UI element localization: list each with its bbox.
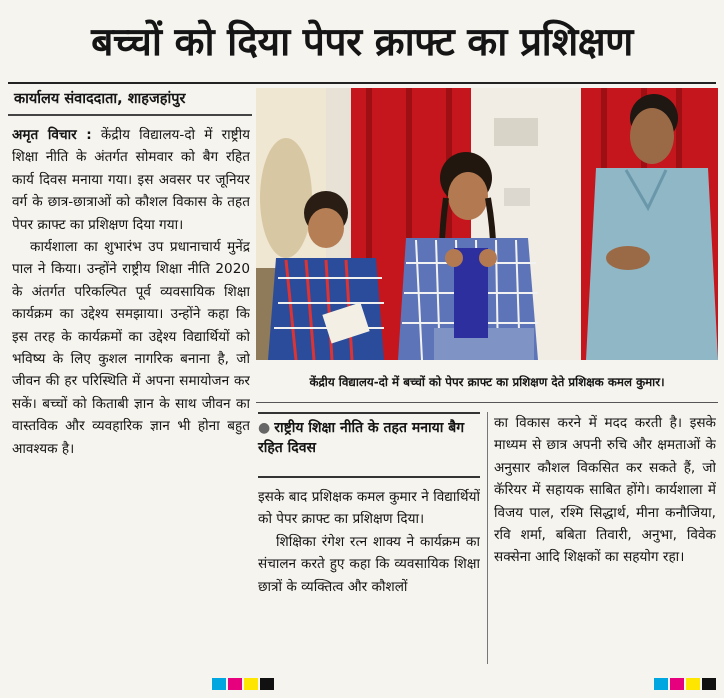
caption-rule xyxy=(256,402,718,403)
headline: बच्चों को दिया पेपर क्राफ्ट का प्रशिक्षण xyxy=(91,20,633,65)
registration-marks-right xyxy=(654,678,718,690)
paragraph-2: कार्यशाला का शुभारंभ उप प्रधानाचार्य मुनेंद्र पाल ने किया। उन्होंने राष्ट्रीय शिक्षा नीति 2020 के अंतर्गत परिकल्पित पूर्व व्यवसायिक शिक्षा कार्यक्रम का उद्देश्य समझाया। उन्होंने कहा कि इस तरह के कार्यक्रमों का उद्देश्य विद्यार्थियों को भविष्य के लिए कुशल नागरिक बनाना है, जो जीवन की हर परिस्थिति में अपना समायोजन कर सकें। बच्चों को किताबी ज्ञान के साथ जीवन का वास्तविक और व्यवहारिक ज्ञान भी होना बहुत आवश्यक है। xyxy=(12,239,250,457)
paragraph-1 xyxy=(12,124,250,236)
byline-rule xyxy=(8,114,252,116)
registration-marks-left xyxy=(212,678,276,690)
black-swatch xyxy=(702,678,716,690)
cyan-swatch xyxy=(654,678,668,690)
headline-rule xyxy=(8,82,716,84)
yellow-swatch xyxy=(686,678,700,690)
cyan-swatch xyxy=(212,678,226,690)
article-column-2 xyxy=(258,486,480,670)
paragraph-5: का विकास करने में मदद करती है। इसके माध्यम से छात्र अपनी रुचि और क्षमताओं के अनुसार कौशल विकसित कर सकते हैं, जो कॅरियर में सहायक साबित होंगे। कार्यशाला में विजय पाल, रश्मि सिद्धार्थ, मीना कनौजिया, रवि शर्मा, बबिता तिवारी, अनुभा, विवेक सक्सेना आदि शिक्षकों का सहयोग रहा। xyxy=(494,415,716,566)
news-photo xyxy=(256,88,718,360)
paragraph-4: शिक्षिका रंगेश रत्न शाक्य ने कार्यक्रम का संचालन करते हुए कहा कि व्यवसायिक शिक्षा छात्रों के व्यक्तित्व और कौशलों xyxy=(258,533,480,595)
magenta-swatch xyxy=(228,678,242,690)
article-column-1 xyxy=(12,124,250,670)
byline: कार्यालय संवाददाता, शाहजहांपुर xyxy=(14,91,186,107)
yellow-swatch xyxy=(244,678,258,690)
paragraph-3: इसके बाद प्रशिक्षक कमल कुमार ने विद्यार्थियों को पेपर क्राफ्ट का प्रशिक्षण दिया। xyxy=(258,489,480,528)
photo-caption: केंद्रीय विद्यालय-दो में बच्चों को पेपर क्राफ्ट का प्रशिक्षण देते प्रशिक्षक कमल कुमार। xyxy=(309,375,665,389)
article-column-3 xyxy=(494,412,716,670)
lead-label: अमृत विचार : xyxy=(12,127,92,143)
magenta-swatch xyxy=(670,678,684,690)
bullet-icon: ● xyxy=(258,420,271,436)
subheading-box xyxy=(258,412,480,478)
column-divider xyxy=(487,412,488,664)
subheading-text: राष्ट्रीय शिक्षा नीति के तहत मनाया बैग रहित दिवस xyxy=(258,420,465,456)
black-swatch xyxy=(260,678,274,690)
paragraph-1-text: केंद्रीय विद्यालय-दो में राष्ट्रीय शिक्षा नीति के अंतर्गत सोमवार को बैग रहित कार्य दिवस मनाया गया। इस अवसर पर जूनियर वर्ग के छात्र-छात्राओं को कौशल विकास के तहत पेपर क्राफ्ट का प्रशिक्षण दिया गया। xyxy=(12,127,250,233)
